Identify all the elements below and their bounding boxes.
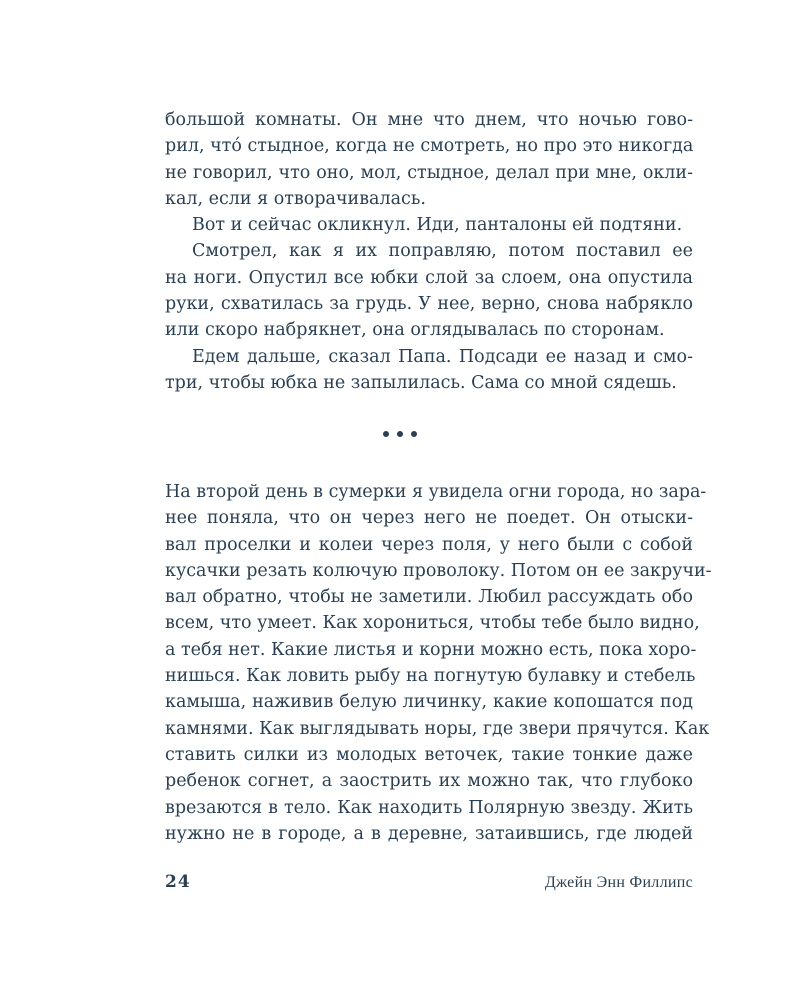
text-line: не говорил, что оно, мол, стыдное, делал при мне, окли- [165,162,693,183]
text-line: нее поняла, что он через него не поедет. Он отыски- [165,508,693,529]
text-line: ставить силки из молодых веточек, такие тонкие даже [165,744,693,765]
section-separator [383,431,417,437]
text-line: вал обратно, чтобы не заметили. Любил рассуждать обо [165,587,693,608]
page-footer [165,872,693,892]
text-line: нужно не в городе, а в деревне, затаившись, где людей [165,823,693,844]
text-line: нишься. Как ловить рыбу на погнутую булавку и стебель [165,666,696,687]
text-line: рил, что́ стыдное, когда не смотреть, но про это никогда [165,136,694,157]
text-line: Вот и сейчас окликнул. Иди, панталоны ей подтяни. [192,215,683,236]
text-line: камыша, наживив белую личинку, какие копошатся под [165,692,693,713]
text-line: большой комнаты. Он мне что днем, что ночью гово- [165,110,693,130]
text-line: На второй день в сумерки я увидела огни города, но зара- [165,482,707,502]
running-head-author: Джейн Энн Филлипс [544,874,693,891]
text-section-2 [165,479,712,847]
text-line: вал проселки и колеи через поля, у него были с собой [165,534,693,555]
page-number: 24 [165,872,191,892]
text-line: три, чтобы юбка не запылилась. Сама со мной сядешь. [165,372,677,393]
text-line: руки, схватилась за грудь. У нее, верно, снова набрякло [165,294,693,315]
text-line: или скоро набрякнет, она оглядывалась по сторонам. [165,320,665,341]
text-line: камнями. Как выглядывать норы, где звери прячутся. Как [165,718,710,739]
text-line: кусачки резать колючую проволоку. Потом он ее закручи- [165,560,712,581]
text-line: ребенок согнет, а заострить их можно так, что глубоко [165,771,693,792]
separator-dot [383,431,389,437]
text-line: Смотрел, как я их поправляю, потом поставил ее [192,241,693,262]
separator-dot [397,431,403,437]
text-line: Едем дальше, сказал Папа. Подсади ее назад и смо- [192,346,693,367]
text-line: врезаются в тело. Как находить Полярную звезду. Жить [165,797,693,818]
text-section-1 [165,107,693,396]
text-line: на ноги. Опустил все юбки слой за слоем, она опустила [165,267,693,288]
text-line: кал, если я отворачивалась. [165,188,426,209]
text-line: а тебя нет. Какие листья и корни можно есть, пока хоро- [165,639,697,660]
separator-dot [411,431,417,437]
text-line: всем, что умеет. Как хорониться, чтобы тебе было видно, [165,613,700,634]
